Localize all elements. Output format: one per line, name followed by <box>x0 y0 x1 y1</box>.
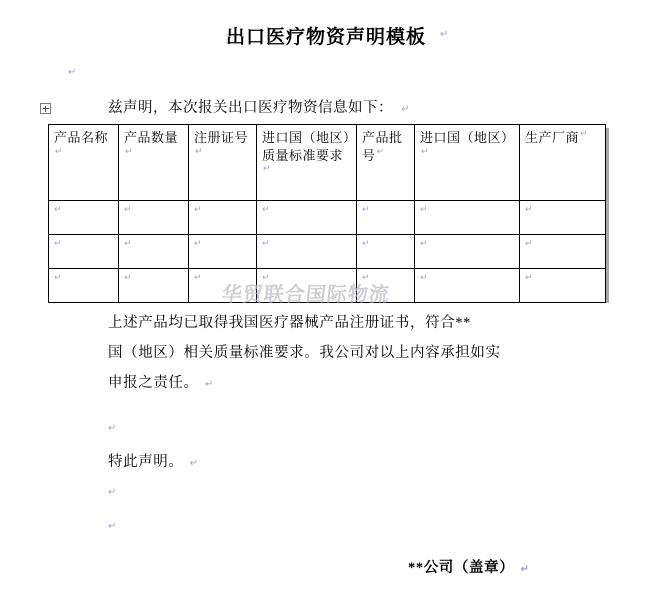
table-row <box>49 269 606 303</box>
cell-mark: ↵ <box>362 272 371 282</box>
column-header-label: 产品数量 <box>124 130 179 145</box>
cell-mark: ↵ <box>124 272 133 282</box>
table-header-cell <box>119 125 189 201</box>
declaration-text: 特此声明。 <box>108 454 184 470</box>
table-cell[interactable] <box>257 269 357 303</box>
table-cell[interactable] <box>357 269 415 303</box>
cell-mark: ↵ <box>125 145 134 156</box>
page-title: 出口医疗物资声明模板 <box>225 27 426 48</box>
table-cell[interactable] <box>257 201 357 235</box>
table-cell[interactable] <box>520 201 606 235</box>
table-row <box>49 201 606 235</box>
table-cell[interactable] <box>520 235 606 269</box>
intro-text <box>108 96 410 117</box>
table-cell[interactable] <box>49 235 119 269</box>
cell-mark: ↵ <box>262 272 271 282</box>
cell-mark: ↵ <box>194 272 203 282</box>
paragraph-mark: ↵ <box>401 104 411 115</box>
cell-mark: ↵ <box>55 145 64 156</box>
cell-mark: ↵ <box>262 238 271 248</box>
cell-mark: ↵ <box>525 238 534 248</box>
table-cell[interactable] <box>415 269 520 303</box>
goods-table <box>48 124 606 303</box>
cell-mark: ↵ <box>580 128 589 138</box>
column-header-label: 生产厂商 <box>525 130 580 145</box>
table-shadow-right <box>606 128 609 303</box>
table-header-row <box>49 125 606 201</box>
table-cell[interactable] <box>520 269 606 303</box>
table-cell[interactable] <box>415 235 520 269</box>
cell-mark: ↵ <box>362 238 371 248</box>
table-cell[interactable] <box>119 201 189 235</box>
cell-mark: ↵ <box>262 204 271 214</box>
table-cell[interactable] <box>357 235 415 269</box>
body-paragraph <box>108 368 214 398</box>
cell-mark: ↵ <box>194 238 203 248</box>
cell-mark: ↵ <box>124 238 133 248</box>
paragraph-mark: ↵ <box>108 521 117 532</box>
body-paragraph: 上述产品均已取得我国医疗器械产品注册证书，符合** <box>108 315 471 331</box>
column-header-label: 产品批号 <box>362 130 403 163</box>
cell-mark: ↵ <box>362 204 371 214</box>
table-cell[interactable] <box>49 201 119 235</box>
column-header-label: 进口国（地区） <box>420 130 515 145</box>
table-cell[interactable] <box>189 269 257 303</box>
column-header-label: 进口国（地区）质量标准要求 <box>262 130 351 163</box>
cell-mark: ↵ <box>420 204 429 214</box>
signature-text: **公司（盖章） <box>408 560 515 576</box>
paragraph-mark: ↵ <box>108 487 117 498</box>
table-header-cell <box>415 125 520 201</box>
signature-line <box>408 556 530 577</box>
column-header-label: 注册证号 <box>194 130 249 145</box>
table-header-cell <box>257 125 357 201</box>
table-row <box>49 235 606 269</box>
body-paragraph: 国（地区）相关质量标准要求。我公司对以上内容承担如实 <box>108 345 501 361</box>
body-paragraph-text: 申报之责任。 <box>108 375 199 391</box>
table-header-cell <box>189 125 257 201</box>
declaration-line <box>108 450 199 471</box>
table-cell[interactable] <box>119 269 189 303</box>
watermark: 华贸联合国际物流 <box>220 284 391 306</box>
table-cell[interactable] <box>415 201 520 235</box>
table-move-handle-icon[interactable] <box>40 103 51 114</box>
paragraph-mark: ↵ <box>204 379 214 390</box>
cell-mark: ↵ <box>525 204 534 214</box>
cell-mark: ↵ <box>124 204 133 214</box>
table-cell[interactable] <box>357 201 415 235</box>
cell-mark: ↵ <box>420 238 429 248</box>
table-cell[interactable] <box>119 235 189 269</box>
paragraph-mark: ↵ <box>68 67 77 78</box>
cell-mark: ↵ <box>525 272 534 282</box>
paragraph-mark: ↵ <box>189 458 199 469</box>
table-header-cell <box>520 125 606 201</box>
cell-mark: ↵ <box>420 272 429 282</box>
paragraph-mark: ↵ <box>520 564 530 575</box>
cell-mark: ↵ <box>194 204 203 214</box>
cell-mark: ↵ <box>54 204 63 214</box>
table-cell[interactable] <box>49 269 119 303</box>
intro-label: 兹声明，本次报关出口医疗物资信息如下： <box>108 100 393 116</box>
cell-mark: ↵ <box>263 163 272 174</box>
cell-mark: ↵ <box>376 145 385 156</box>
table-cell[interactable] <box>257 235 357 269</box>
cell-mark: ↵ <box>54 272 63 282</box>
cell-mark: ↵ <box>54 238 63 248</box>
cell-mark: ↵ <box>421 145 430 156</box>
table-header-cell <box>357 125 415 201</box>
table-cell[interactable] <box>189 201 257 235</box>
table-cell[interactable] <box>189 235 257 269</box>
cell-mark: ↵ <box>195 145 204 156</box>
paragraph-mark: ↵ <box>440 29 449 40</box>
column-header-label: 产品名称 <box>54 130 109 145</box>
table-header-cell <box>49 125 119 201</box>
paragraph-mark: ↵ <box>108 423 117 434</box>
